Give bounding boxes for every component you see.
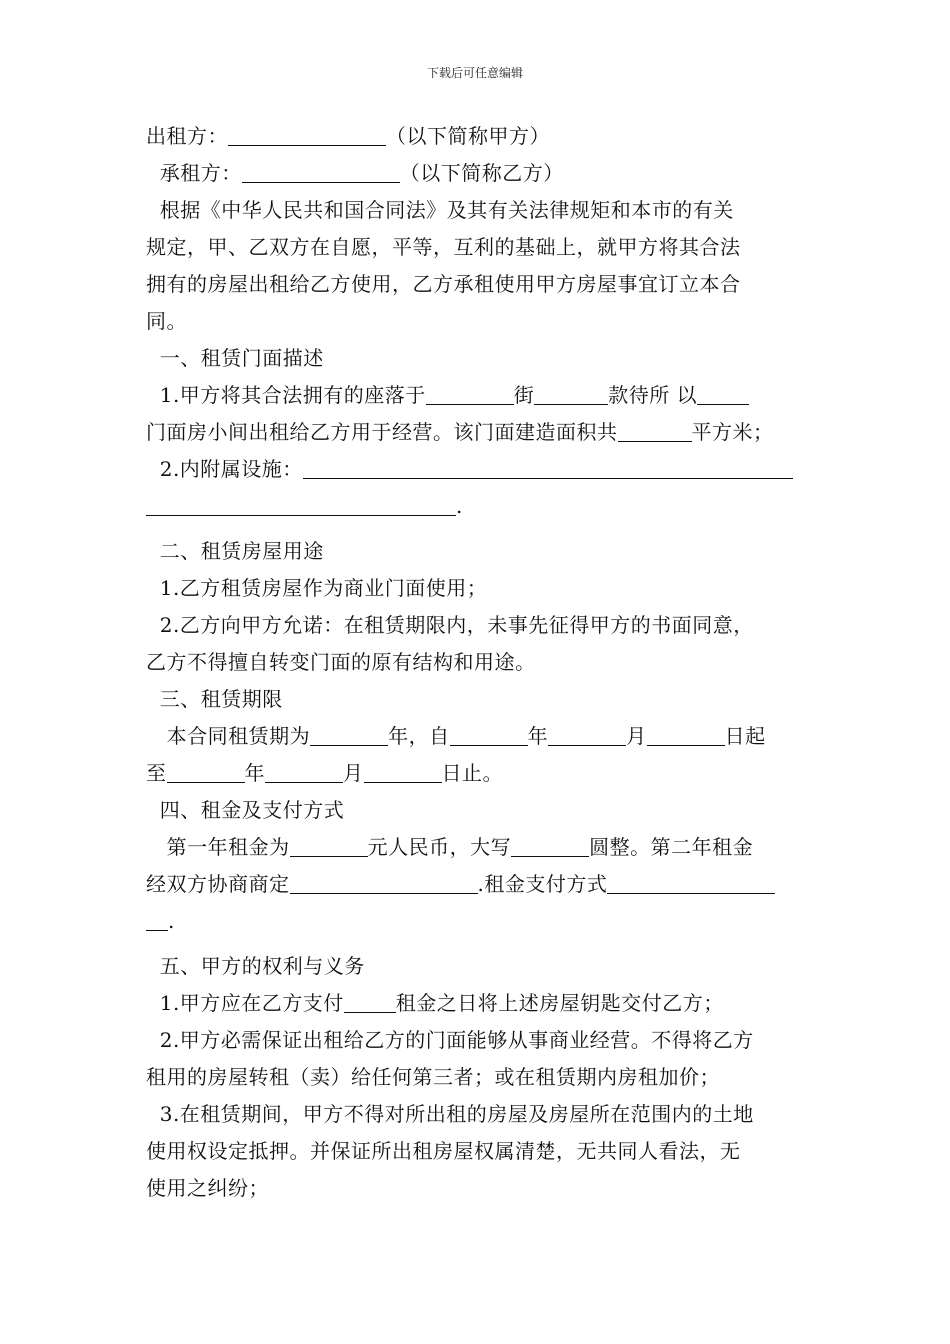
lessee-line: 承租方： （以下简称乙方） (146, 161, 564, 185)
clause-line: 3.在租赁期间，甲方不得对所出租的房屋及房屋所在范围内的土地 (146, 1102, 754, 1126)
section-heading: 五、甲方的权利与义务 (146, 954, 365, 978)
section-heading: 一、租赁门面描述 (146, 346, 324, 370)
clause-line: 使用权设定抵押。并保证所出租房屋权属清楚，无共同人看法，无 (146, 1139, 741, 1163)
paragraph-line: 规定，甲、乙双方在自愿，平等，互利的基础上，就甲方将其合法 (146, 235, 741, 259)
section-heading: 二、租赁房屋用途 (146, 539, 324, 563)
payment-method-blank-cont (146, 910, 168, 931)
unit-blank (697, 384, 749, 405)
clause-line: 2.乙方向甲方允诺：在租赁期限内，未事先征得甲方的书面同意， (146, 613, 754, 637)
facilities-blank-cont (146, 495, 456, 516)
end-year-blank (167, 762, 245, 783)
second-year-blank (290, 873, 478, 894)
rent-words-blank (511, 836, 589, 857)
rent-amount-blank (290, 836, 368, 857)
start-month-blank (548, 725, 626, 746)
clause-line: 1.甲方应在乙方支付 租金之日将上述房屋钥匙交付乙方； (146, 991, 724, 1015)
start-year-blank (450, 725, 528, 746)
clause-line: . (146, 488, 808, 525)
term-line: 本合同租赁期为 年，自 年 月 日起 (146, 724, 766, 748)
lessor-blank (228, 125, 386, 146)
paragraph-line: 根据《中华人民共和国合同法》及其有关法律规矩和本市的有关 (146, 198, 734, 222)
clause-line: 2.甲方必需保证出租给乙方的门面能够从事商业经营。不得将乙方 (146, 1028, 754, 1052)
facilities-blank (303, 458, 793, 479)
clause-line: 1.甲方将其合法拥有的座落于 街 款待所 以 (146, 377, 808, 414)
payment-method-blank (607, 873, 775, 894)
section-heading: 四、租金及支付方式 (146, 798, 345, 822)
clause-line: 乙方不得擅自转变门面的原有结构和用途。 (146, 650, 536, 674)
section-heading: 三、租赁期限 (146, 687, 283, 711)
years-blank (310, 725, 388, 746)
number-blank (534, 384, 608, 405)
rent-line: 第一年租金为 元人民币，大写 圆整。第二年租金 (146, 835, 754, 859)
clause-line: 使用之纠纷； (146, 1176, 269, 1200)
paragraph-line: 拥有的房屋出租给乙方使用，乙方承租使用甲方房屋事宜订立本合 (146, 272, 741, 296)
page-header-note: 下载后可任意编辑 (426, 66, 523, 80)
clause-line: 租用的房屋转租（卖）给任何第三者；或在租赁期内房租加价； (146, 1065, 720, 1089)
end-month-blank (265, 762, 343, 783)
lessor-line: 出租方： （以下简称甲方） (146, 124, 550, 148)
street-blank (426, 384, 514, 405)
term-line: 至 年 月 日止。 (146, 761, 503, 785)
lessee-blank (242, 162, 400, 183)
clause-line: 门面房小间出租给乙方用于经营。该门面建造面积共 平方米； (146, 420, 774, 444)
clause-line: 2.内附属设施： (146, 451, 808, 488)
payment-blank (344, 992, 396, 1013)
rent-line: . (146, 903, 808, 940)
contract-body (146, 118, 808, 1207)
paragraph-line: 同。 (146, 309, 187, 333)
end-day-blank (364, 762, 442, 783)
clause-line: 1.乙方租赁房屋作为商业门面使用； (146, 576, 488, 600)
start-day-blank (647, 725, 725, 746)
area-blank (618, 421, 692, 442)
rent-line: 经双方协商商定 .租金支付方式 (146, 866, 808, 903)
